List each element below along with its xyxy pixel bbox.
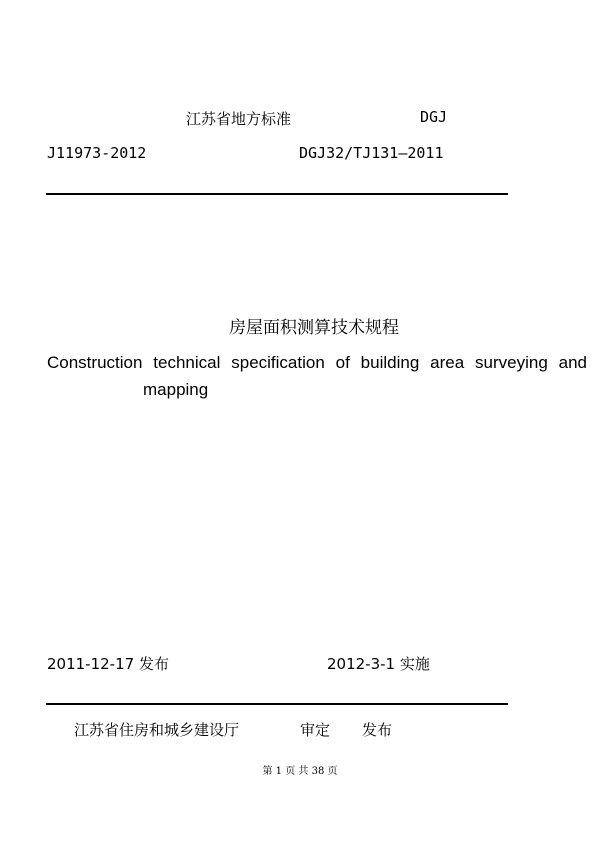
top-divider [46, 193, 508, 195]
document-title-chinese: 房屋面积测算技术规程 [229, 318, 399, 338]
page-number-footer: 第 1 页 共 38 页 [262, 766, 338, 777]
dgj-prefix: DGJ [420, 108, 448, 126]
release-date: 2011-12-17 发布 [47, 655, 169, 673]
province-standard-label: 江苏省地方标准 [186, 110, 292, 128]
effective-date: 2012-3-1 实施 [327, 655, 430, 673]
standard-code: DGJ32/TJ131—2011 [299, 144, 444, 162]
document-title-english-line2: mapping [143, 380, 209, 399]
document-title-english-line1: Construction technical specification of building area surveying and [47, 353, 587, 372]
publish-label: 发布 [362, 721, 393, 739]
issuing-authority: 江苏省住房和城乡建设厅 [74, 721, 240, 739]
bottom-divider [46, 703, 508, 705]
record-number: J11973-2012 [47, 144, 147, 162]
approve-label: 审定 [300, 721, 331, 739]
